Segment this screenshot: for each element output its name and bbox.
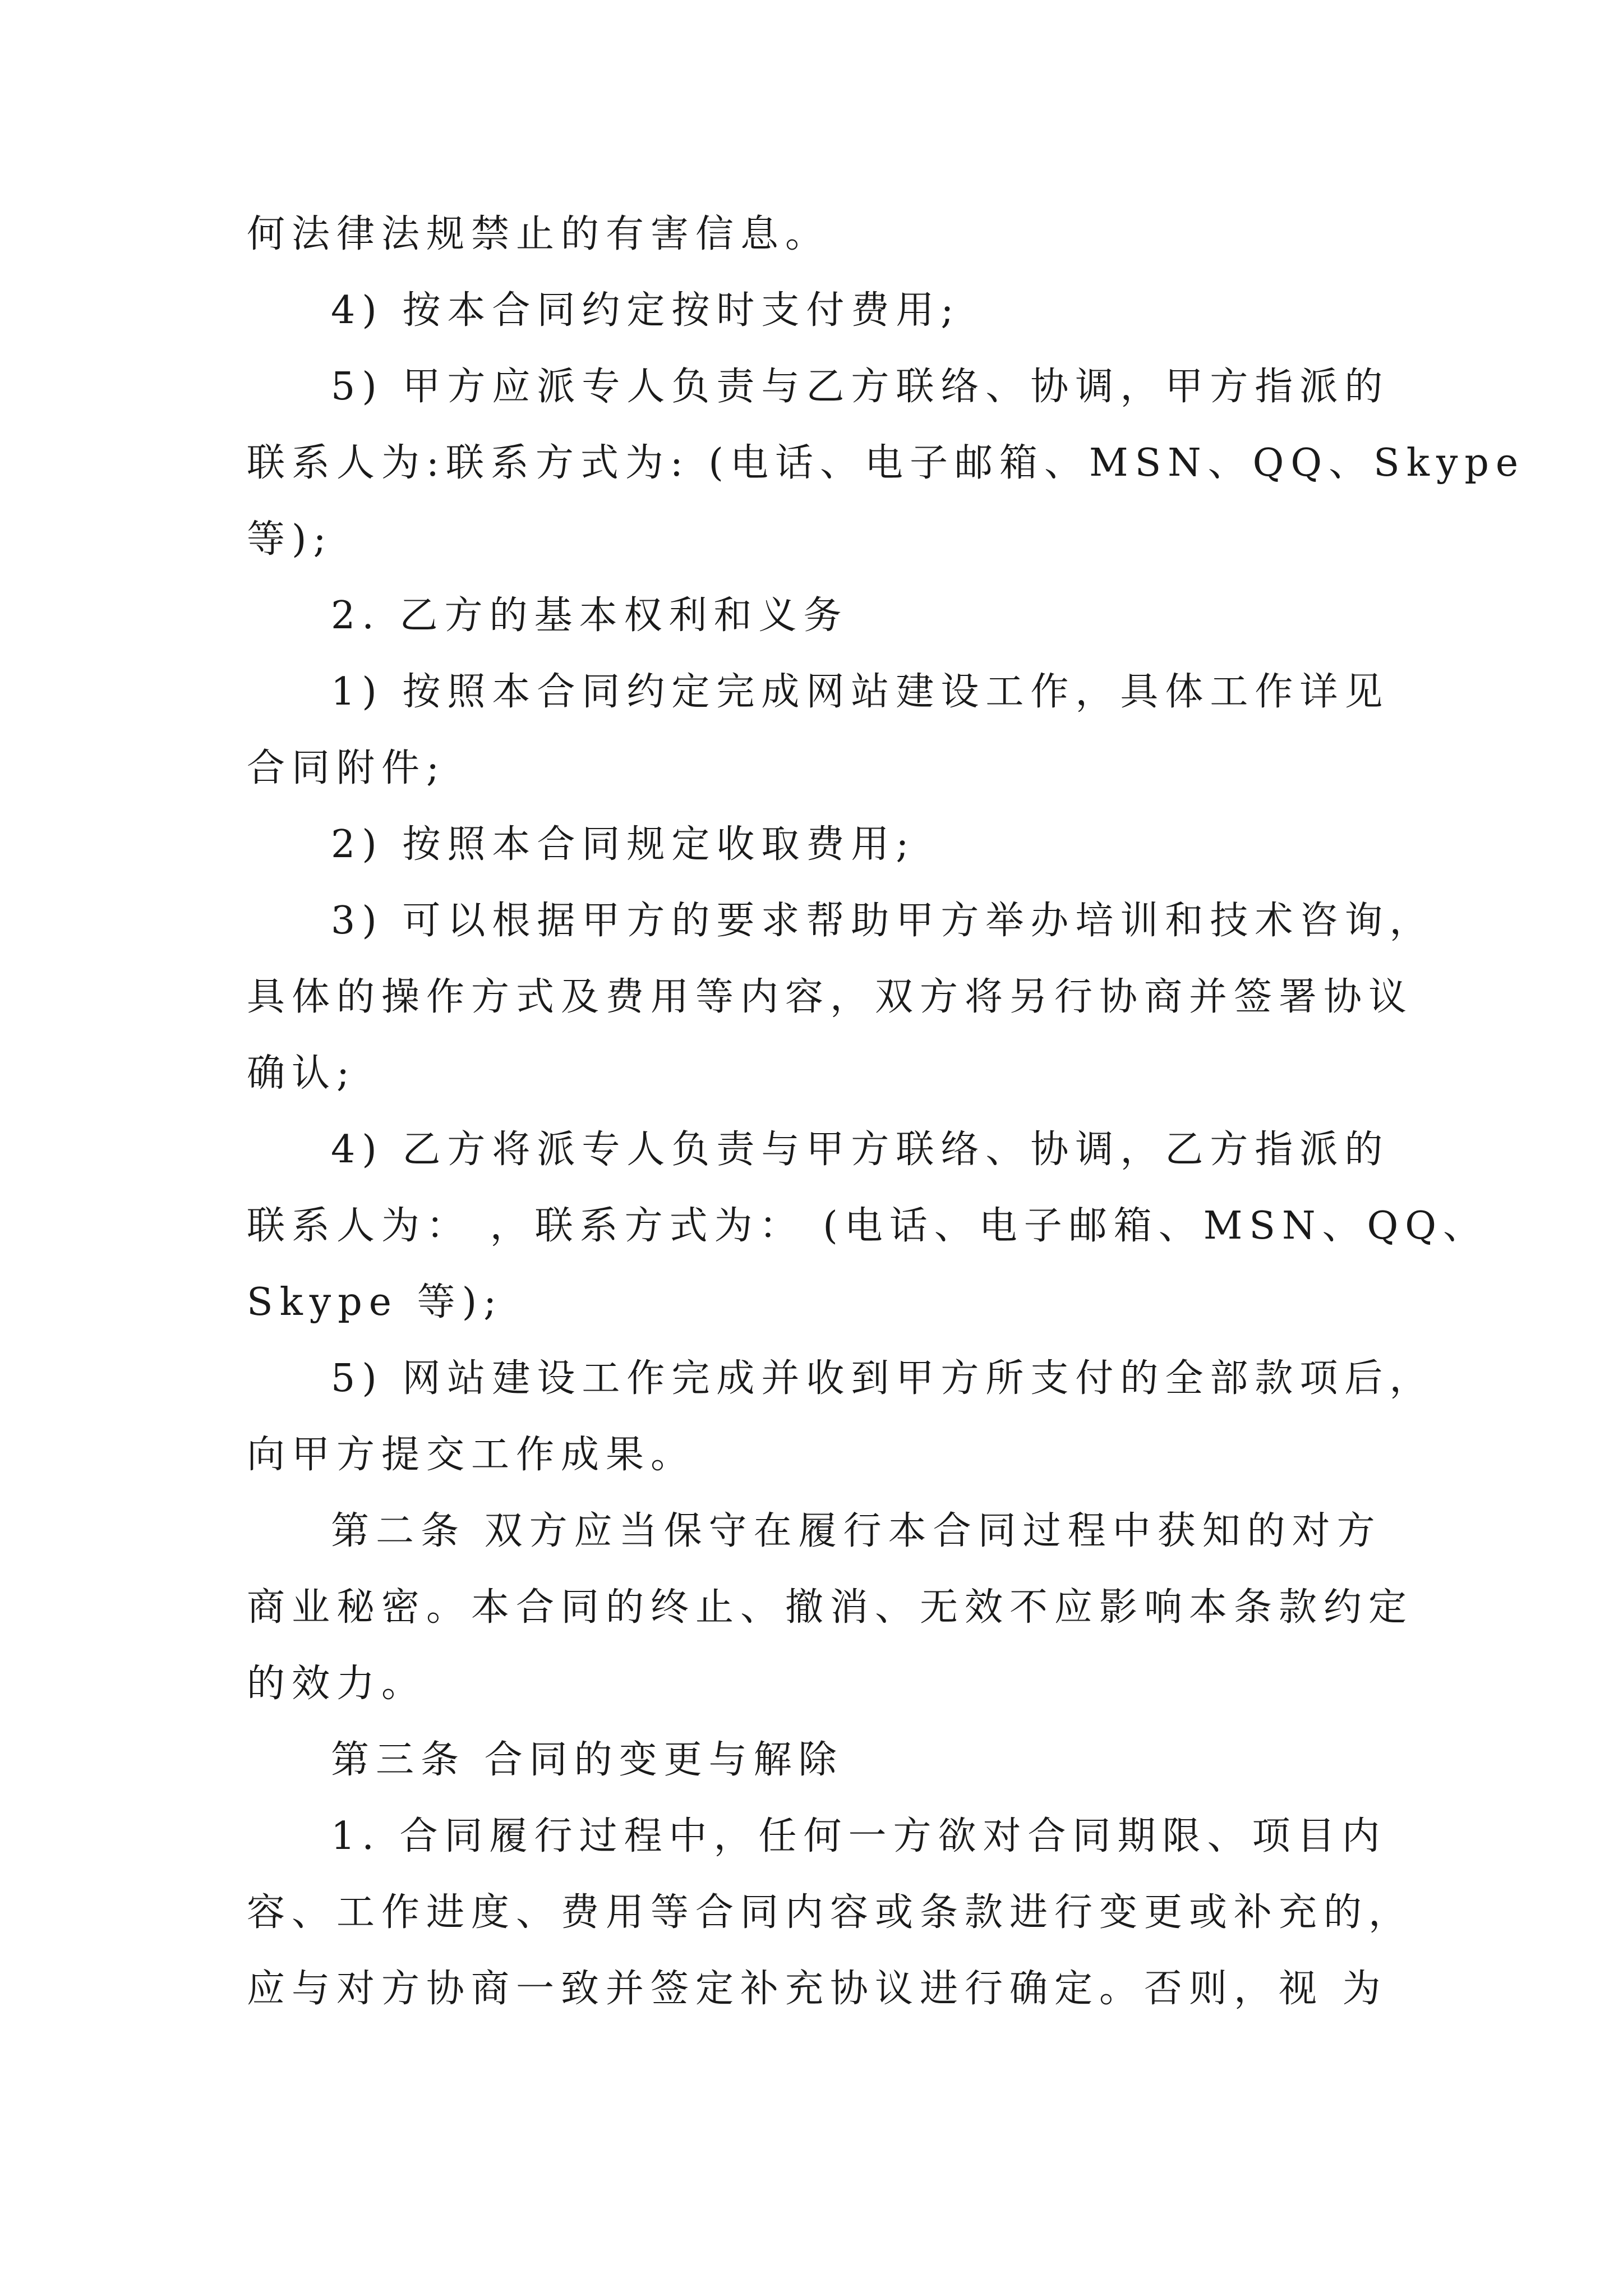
text-line: 何法律法规禁止的有害信息。	[247, 212, 831, 256]
text-line: 容、工作进度、费用等合同内容或条款进行变更或补充的，	[247, 1890, 1414, 1935]
article-heading: 第三条 合同的变更与解除	[331, 1738, 843, 1782]
text-line: 应与对方协商一致并签定补充协议进行确定。否则，视 为	[247, 1967, 1387, 2011]
text-line: 具体的操作方式及费用等内容，双方将另行协商并签署协议	[247, 975, 1414, 1019]
text-line: 3) 可以根据甲方的要求帮助甲方举办培训和技术咨询，	[331, 899, 1435, 943]
document-body	[247, 196, 1525, 2027]
text-line: Skype 等);	[247, 1280, 504, 1324]
text-line: 2) 按照本合同规定收取费用;	[331, 822, 916, 867]
text-line: 1. 合同履行过程中，任何一方欲对合同期限、项目内	[331, 1814, 1387, 1858]
text-line: 向甲方提交工作成果。	[247, 1433, 696, 1477]
text-line: 等);	[247, 517, 333, 562]
section-heading: 2. 乙方的基本权利和义务	[331, 593, 849, 638]
text-line: 5) 网站建设工作完成并收到甲方所支付的全部款项后，	[331, 1356, 1435, 1401]
text-line: 商业秘密。本合同的终止、撤消、无效不应影响本条款约定	[247, 1585, 1414, 1630]
text-line: 4) 按本合同约定按时支付费用;	[331, 288, 961, 333]
text-line: 的效力。	[247, 1662, 427, 1706]
text-line: 合同附件;	[247, 746, 446, 790]
text-line: 4) 乙方将派专人负责与甲方联络、协调，乙方指派的	[331, 1128, 1390, 1172]
article-heading: 第二条 双方应当保守在履行本合同过程中获知的对方	[331, 1509, 1382, 1553]
text-line: 确认;	[247, 1051, 356, 1096]
text-line: 5) 甲方应派专人负责与乙方联络、协调，甲方指派的	[331, 365, 1390, 409]
text-line: 联系人为:联系方式为: (电话、电子邮箱、MSN、QQ、Skype	[247, 441, 1525, 485]
text-line: 联系人为： ，联系方式为： (电话、电子邮箱、MSN、QQ、	[247, 1204, 1488, 1248]
text-line: 1) 按照本合同约定完成网站建设工作，具体工作详见	[331, 670, 1390, 714]
